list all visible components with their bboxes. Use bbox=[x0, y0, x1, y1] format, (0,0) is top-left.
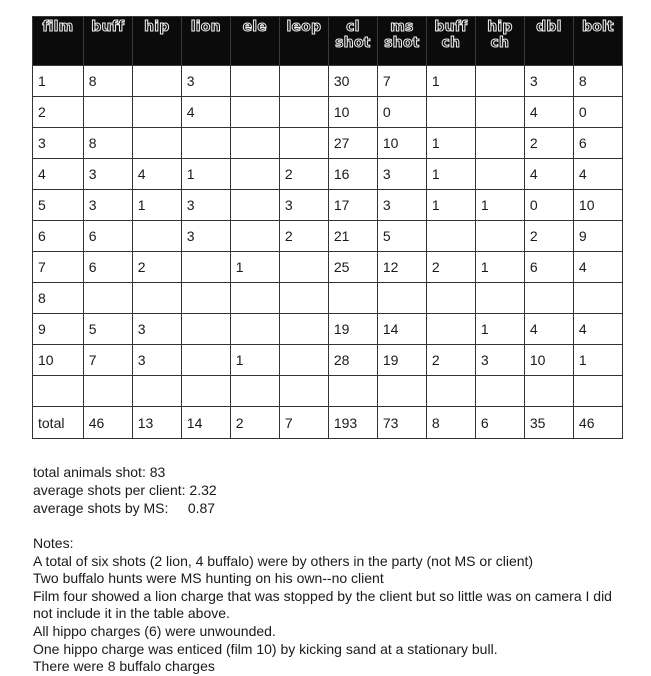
table-cell bbox=[524, 376, 573, 407]
note-line: A total of six shots (2 lion, 4 buffalo) were by others in the party (not MS or client) bbox=[33, 552, 534, 569]
column-header bbox=[573, 17, 622, 66]
total-cell: 2 bbox=[230, 407, 279, 439]
table-cell: 3 bbox=[524, 66, 573, 97]
table-cell: 6 bbox=[573, 128, 622, 159]
table-cell: 3 bbox=[181, 221, 230, 252]
total-cell: 8 bbox=[426, 407, 475, 439]
table-cell bbox=[181, 283, 230, 314]
column-header bbox=[475, 17, 524, 66]
table-cell: 10 bbox=[524, 345, 573, 376]
table-cell: 1 bbox=[426, 66, 475, 97]
table-cell bbox=[83, 283, 132, 314]
total-cell: 14 bbox=[181, 407, 230, 439]
table-cell: 1 bbox=[230, 252, 279, 283]
column-header bbox=[426, 17, 475, 66]
table-cell: 6 bbox=[83, 221, 132, 252]
table-cell: 3 bbox=[377, 159, 426, 190]
table-cell bbox=[230, 283, 279, 314]
table-cell: 9 bbox=[573, 221, 622, 252]
total-cell: total bbox=[33, 407, 84, 439]
table-cell bbox=[328, 283, 377, 314]
total-cell: 7 bbox=[279, 407, 328, 439]
table-cell bbox=[83, 97, 132, 128]
table-cell: 1 bbox=[426, 159, 475, 190]
table-cell: 21 bbox=[328, 221, 377, 252]
table-cell: 8 bbox=[573, 66, 622, 97]
table-cell: 28 bbox=[328, 345, 377, 376]
table-cell: 8 bbox=[83, 66, 132, 97]
table-cell: 6 bbox=[83, 252, 132, 283]
table-cell bbox=[426, 376, 475, 407]
table-cell bbox=[33, 376, 84, 407]
table-cell: 7 bbox=[33, 252, 84, 283]
table-cell: 2 bbox=[426, 345, 475, 376]
table-cell bbox=[279, 283, 328, 314]
total-cell: 73 bbox=[377, 407, 426, 439]
table-cell: 5 bbox=[33, 190, 84, 221]
column-header-label: buff bbox=[91, 19, 125, 35]
notes-heading: Notes: bbox=[33, 535, 74, 551]
column-header-label: hip bbox=[144, 19, 170, 35]
note-line: One hippo charge was enticed (film 10) by kicking sand at a stationary bull. bbox=[33, 640, 498, 657]
table-cell: 1 bbox=[426, 190, 475, 221]
table-header-row bbox=[33, 17, 623, 66]
table-cell: 1 bbox=[230, 345, 279, 376]
table-cell: 3 bbox=[475, 345, 524, 376]
table-cell bbox=[377, 376, 426, 407]
table-cell: 2 bbox=[524, 221, 573, 252]
total-cell: 46 bbox=[573, 407, 622, 439]
table-cell bbox=[230, 97, 279, 128]
table-row bbox=[33, 128, 623, 159]
table-cell bbox=[328, 376, 377, 407]
table-cell bbox=[132, 97, 181, 128]
table-cell bbox=[181, 128, 230, 159]
table-cell: 4 bbox=[33, 159, 84, 190]
table-cell bbox=[83, 376, 132, 407]
table-cell bbox=[279, 66, 328, 97]
table-row bbox=[33, 66, 623, 97]
table-cell: 4 bbox=[573, 252, 622, 283]
table-cell: 1 bbox=[475, 190, 524, 221]
column-header bbox=[132, 17, 181, 66]
column-header bbox=[524, 17, 573, 66]
table-cell: 7 bbox=[83, 345, 132, 376]
table-cell: 10 bbox=[573, 190, 622, 221]
column-header-label: cl shot bbox=[335, 19, 371, 51]
table-row bbox=[33, 221, 623, 252]
table-cell: 17 bbox=[328, 190, 377, 221]
table-cell: 2 bbox=[279, 159, 328, 190]
table-cell: 2 bbox=[279, 221, 328, 252]
note-line: There were 8 buffalo charges bbox=[33, 658, 215, 675]
column-header-label: ele bbox=[242, 19, 267, 35]
table-cell bbox=[573, 283, 622, 314]
total-cell: 193 bbox=[328, 407, 377, 439]
table-cell bbox=[279, 128, 328, 159]
table-cell: 8 bbox=[83, 128, 132, 159]
total-cell: 6 bbox=[475, 407, 524, 439]
table-cell bbox=[181, 314, 230, 345]
table-cell: 3 bbox=[132, 345, 181, 376]
table-cell: 30 bbox=[328, 66, 377, 97]
table-cell bbox=[279, 345, 328, 376]
table-cell: 19 bbox=[377, 345, 426, 376]
table-cell: 0 bbox=[524, 190, 573, 221]
table-cell: 8 bbox=[33, 283, 84, 314]
table-cell: 4 bbox=[181, 97, 230, 128]
table-cell: 3 bbox=[377, 190, 426, 221]
column-header-label: buff ch bbox=[434, 19, 468, 51]
table-cell bbox=[475, 221, 524, 252]
table-cell: 4 bbox=[524, 314, 573, 345]
hunt-statistics-table bbox=[32, 16, 623, 439]
table-cell: 25 bbox=[328, 252, 377, 283]
table-cell: 4 bbox=[573, 314, 622, 345]
stat-avg-client-shots: average shots per client: 2.32 bbox=[33, 482, 217, 498]
table-cell bbox=[475, 97, 524, 128]
table-cell bbox=[573, 376, 622, 407]
table-cell bbox=[181, 252, 230, 283]
table-cell: 16 bbox=[328, 159, 377, 190]
table-cell bbox=[132, 66, 181, 97]
table-cell: 4 bbox=[524, 159, 573, 190]
table-cell bbox=[279, 252, 328, 283]
table-cell bbox=[230, 376, 279, 407]
table-cell: 14 bbox=[377, 314, 426, 345]
table-cell: 1 bbox=[475, 314, 524, 345]
table-cell: 5 bbox=[377, 221, 426, 252]
column-header bbox=[33, 17, 84, 66]
table-cell: 3 bbox=[181, 66, 230, 97]
column-header bbox=[328, 17, 377, 66]
table-cell bbox=[279, 97, 328, 128]
table-row bbox=[33, 314, 623, 345]
note-line: All hippo charges (6) were unwounded. bbox=[33, 622, 276, 639]
column-header-label: leop bbox=[286, 19, 322, 35]
table-cell bbox=[132, 221, 181, 252]
table-total-row bbox=[33, 407, 623, 439]
table-cell bbox=[524, 283, 573, 314]
table-cell: 2 bbox=[132, 252, 181, 283]
table-cell: 2 bbox=[33, 97, 84, 128]
table-cell: 4 bbox=[132, 159, 181, 190]
table-cell: 1 bbox=[573, 345, 622, 376]
table-cell: 2 bbox=[524, 128, 573, 159]
table-cell bbox=[279, 314, 328, 345]
table-cell bbox=[181, 345, 230, 376]
summary-stats bbox=[33, 463, 217, 517]
column-header bbox=[83, 17, 132, 66]
table-row bbox=[33, 376, 623, 407]
table-row bbox=[33, 283, 623, 314]
table-cell: 1 bbox=[33, 66, 84, 97]
table-row bbox=[33, 190, 623, 221]
table-row bbox=[33, 159, 623, 190]
total-cell: 35 bbox=[524, 407, 573, 439]
table-cell bbox=[230, 159, 279, 190]
table-cell bbox=[426, 221, 475, 252]
table-cell: 4 bbox=[524, 97, 573, 128]
column-header-label: film bbox=[42, 19, 74, 35]
table-cell: 7 bbox=[377, 66, 426, 97]
table-row bbox=[33, 252, 623, 283]
table-cell: 3 bbox=[132, 314, 181, 345]
table-cell bbox=[181, 376, 230, 407]
column-header-label: hip ch bbox=[487, 19, 513, 51]
column-header bbox=[181, 17, 230, 66]
table-cell bbox=[132, 128, 181, 159]
stat-avg-ms-shots: average shots by MS: 0.87 bbox=[33, 500, 216, 516]
column-header-label: dbl bbox=[536, 19, 562, 35]
table-cell bbox=[426, 97, 475, 128]
table-cell bbox=[230, 221, 279, 252]
table-cell bbox=[230, 314, 279, 345]
table-cell: 6 bbox=[33, 221, 84, 252]
table-cell: 27 bbox=[328, 128, 377, 159]
table-cell bbox=[426, 314, 475, 345]
total-cell: 46 bbox=[83, 407, 132, 439]
table-cell: 1 bbox=[132, 190, 181, 221]
table-cell: 3 bbox=[33, 128, 84, 159]
table-row bbox=[33, 345, 623, 376]
table-cell bbox=[475, 128, 524, 159]
table-body bbox=[33, 66, 623, 439]
note-line: Film four showed a lion charge that was stopped by the client but so little was on camera I did not include it in the table above. bbox=[33, 587, 612, 622]
table-cell bbox=[475, 159, 524, 190]
table-cell: 1 bbox=[426, 128, 475, 159]
table-cell bbox=[426, 283, 475, 314]
total-cell: 13 bbox=[132, 407, 181, 439]
table-cell bbox=[132, 283, 181, 314]
column-header-label: bolt bbox=[581, 19, 614, 35]
table-cell: 19 bbox=[328, 314, 377, 345]
table-row bbox=[33, 97, 623, 128]
table-cell: 3 bbox=[83, 190, 132, 221]
table-cell bbox=[230, 190, 279, 221]
column-header bbox=[377, 17, 426, 66]
table-cell bbox=[475, 66, 524, 97]
table-cell bbox=[132, 376, 181, 407]
table-cell: 9 bbox=[33, 314, 84, 345]
table-cell bbox=[279, 376, 328, 407]
table-cell: 5 bbox=[83, 314, 132, 345]
table-cell: 1 bbox=[181, 159, 230, 190]
table-cell: 3 bbox=[83, 159, 132, 190]
notes-section bbox=[33, 535, 633, 676]
table-cell bbox=[230, 128, 279, 159]
table-cell: 4 bbox=[573, 159, 622, 190]
table-cell: 10 bbox=[377, 128, 426, 159]
table-cell: 6 bbox=[524, 252, 573, 283]
table-cell: 0 bbox=[377, 97, 426, 128]
table-cell: 3 bbox=[181, 190, 230, 221]
table-cell: 3 bbox=[279, 190, 328, 221]
table-cell: 1 bbox=[475, 252, 524, 283]
column-header bbox=[230, 17, 279, 66]
table-cell bbox=[475, 376, 524, 407]
column-header-label: ms shot bbox=[384, 19, 420, 51]
table-cell: 10 bbox=[328, 97, 377, 128]
table-cell: 0 bbox=[573, 97, 622, 128]
column-header bbox=[279, 17, 328, 66]
table-cell: 10 bbox=[33, 345, 84, 376]
table-cell bbox=[475, 283, 524, 314]
table-cell: 12 bbox=[377, 252, 426, 283]
note-line: Two buffalo hunts were MS hunting on his own--no client bbox=[33, 570, 384, 587]
table-cell: 2 bbox=[426, 252, 475, 283]
stat-total-animals: total animals shot: 83 bbox=[33, 464, 166, 480]
column-header-label: lion bbox=[190, 19, 221, 35]
table-cell bbox=[377, 283, 426, 314]
table-cell bbox=[230, 66, 279, 97]
hunt-table-container bbox=[32, 16, 623, 439]
